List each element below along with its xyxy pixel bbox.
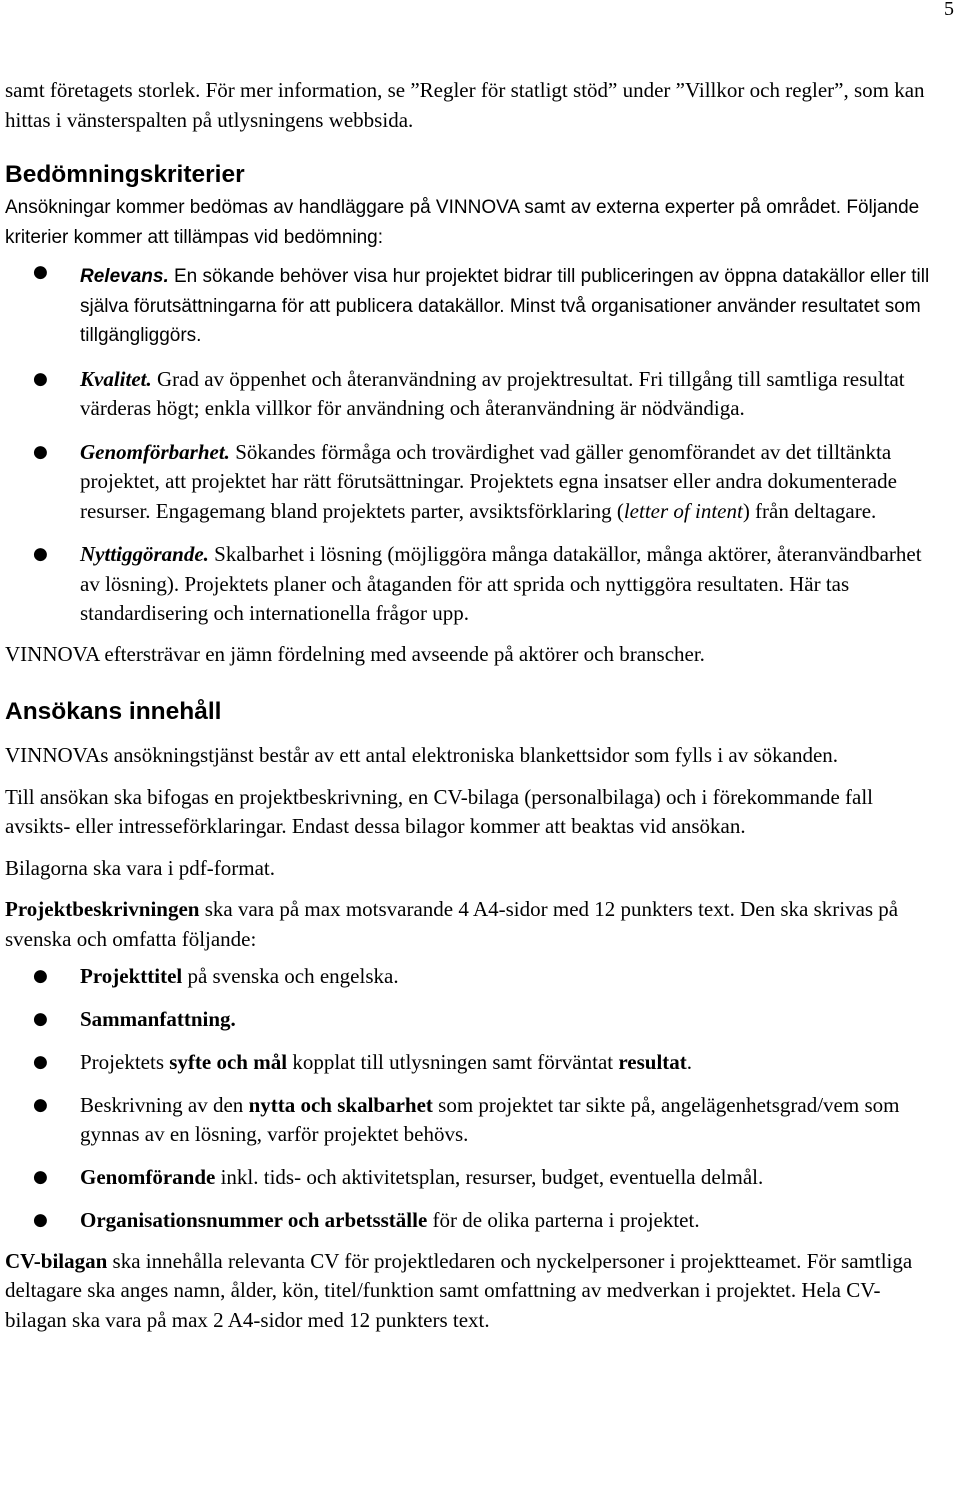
criterion-title: Kvalitet.	[80, 366, 152, 391]
bold-term: nytta och skalbarhet	[248, 1092, 433, 1117]
criterion-title: Genomförbarhet.	[80, 439, 230, 464]
requirement-item	[5, 1163, 940, 1193]
requirement-text: som projektet tar sikte på, angelägenhetsgrad/vem som gynnas av en lösning, varför projektet behövs.	[80, 1092, 900, 1146]
bullet-icon: ●	[33, 441, 48, 462]
requirement-text: .	[686, 1049, 693, 1074]
project-description-paragraph	[5, 895, 940, 954]
bullet-icon: ●	[33, 1167, 48, 1187]
paragraph-text: ska vara på max motsvarande 4 A4-sidor med 12 punkters text. Den ska skrivas på svenska och omfatta följande:	[5, 897, 899, 951]
bullet-icon: ●	[33, 1094, 48, 1115]
criterion-text: Sökandes förmåga och trovärdighet vad gäller genomförandet av det tilltänkta projektet, att projektet har rätt förutsättningar. Projektets egna insatser eller andra dokumenterade resurser. Engagemang bland projektets parter, avsiktsförklaring (	[80, 439, 897, 523]
requirement-text: inkl. tids- och aktivitetsplan, resurser, budget, eventuella delmål.	[215, 1165, 764, 1189]
bold-term: resultat	[618, 1049, 687, 1074]
paragraph-text: ska innehålla relevanta CV för projektledaren och nyckelpersoner i projektteamet. För samtliga deltagare ska anges namn, ålder, kön, titel/funktion samt omfattning av medverkan i projektet. Hela CV-bilagan ska vara på max 2 A4-sidor med 12 punkters text.	[5, 1248, 913, 1332]
bullet-icon: ●	[33, 368, 48, 389]
bold-term: Organisationsnummer och arbetsställe	[80, 1208, 428, 1232]
criterion-item	[5, 365, 940, 424]
criterion-title: Nyttiggörande.	[80, 542, 209, 566]
requirement-text: på svenska och engelska.	[182, 963, 399, 988]
requirement-item	[5, 1005, 940, 1035]
bullet-icon: ●	[33, 1008, 48, 1029]
content-paragraph: VINNOVAs ansökningstjänst består av ett antal elektroniska blankettsidor som fylls i av sökanden.	[5, 743, 839, 767]
requirement-item	[5, 1091, 940, 1150]
criterion-text: En sökande behöver visa hur projektet bidrar till publiceringen av öppna datakällor eller till själva förutsättningarna för att publicera datakällor. Minst två organisationer använder resultatet som tillgängliggörs.	[80, 266, 930, 346]
content-paragraph: Bilagorna ska vara i pdf-format.	[5, 855, 275, 880]
bold-term: syfte och mål	[169, 1049, 288, 1074]
requirement-text: kopplat till utlysningen samt förväntat	[287, 1049, 619, 1074]
bullet-icon: ●	[33, 544, 48, 564]
criterion-title: Relevans.	[80, 266, 169, 287]
section-heading-content: Ansökans innehåll	[5, 698, 222, 725]
requirements-list	[5, 962, 940, 1236]
requirement-text: Projektets	[80, 1049, 170, 1074]
criterion-text-end: ) från deltagare.	[742, 498, 877, 523]
criterion-item	[5, 438, 940, 527]
requirement-item	[5, 1048, 940, 1078]
requirement-text: för de olika parterna i projektet.	[427, 1208, 700, 1232]
section-heading-assessment: Bedömningskriterier	[5, 161, 245, 188]
bold-term: Projekttitel	[80, 963, 183, 988]
criterion-text-italic: letter of intent	[623, 498, 743, 523]
criterion-item	[5, 262, 940, 351]
cv-paragraph	[5, 1247, 940, 1336]
document-body	[5, 76, 940, 1335]
criterion-item	[5, 540, 940, 629]
bold-term: Genomförande	[80, 1165, 216, 1189]
criterion-text: Skalbarhet i lösning (möjliggöra många datakällor, många aktörer, återanvändbarhet av lösning). Projektets planer och åtaganden för att sprida och nyttiggöra resultaten. Här tas standardisering och internationella frågor upp.	[80, 542, 922, 625]
bullet-icon: ●	[33, 1210, 48, 1230]
bold-term: Projektbeskrivningen	[5, 897, 200, 921]
criterion-text: Grad av öppenhet och återanvändning av projektresultat. Fri tillgång till samtliga resultat värderas högt; enkla villkor för användning och återanvändning är nödvändiga.	[80, 366, 905, 420]
content-paragraph: Till ansökan ska bifogas en projektbeskrivning, en CV-bilaga (personalbilaga) och i förekommande fall avsikts- eller intresseförklaringar. Endast dessa bilagor kommer att beaktas vid ansökan.	[5, 784, 873, 838]
assessment-intro: Ansökningar kommer bedömas av handläggare på VINNOVA samt av externa experter på området. Följande kriterier kommer att tillämpas vid bedömning:	[5, 197, 920, 248]
requirement-text: Beskrivning av den	[80, 1092, 249, 1117]
bullet-icon: ●	[33, 965, 48, 986]
intro-paragraph: samt företagets storlek. För mer information, se ”Regler för statligt stöd” under ”Villkor och regler”, som kan hittas i vänsterspalten på utlysningens webbsida.	[5, 78, 925, 132]
requirement-item	[5, 1206, 940, 1236]
page-number: 5	[944, 0, 954, 20]
criteria-list	[5, 262, 940, 629]
bold-term: Sammanfattning.	[80, 1006, 236, 1031]
bold-term: CV-bilagan	[5, 1248, 108, 1273]
bullet-icon: ●	[33, 262, 48, 282]
bullet-icon: ●	[33, 1051, 48, 1072]
assessment-closing: VINNOVA eftersträvar en jämn fördelning med avseende på aktörer och branscher.	[5, 641, 705, 666]
requirement-item	[5, 962, 940, 992]
